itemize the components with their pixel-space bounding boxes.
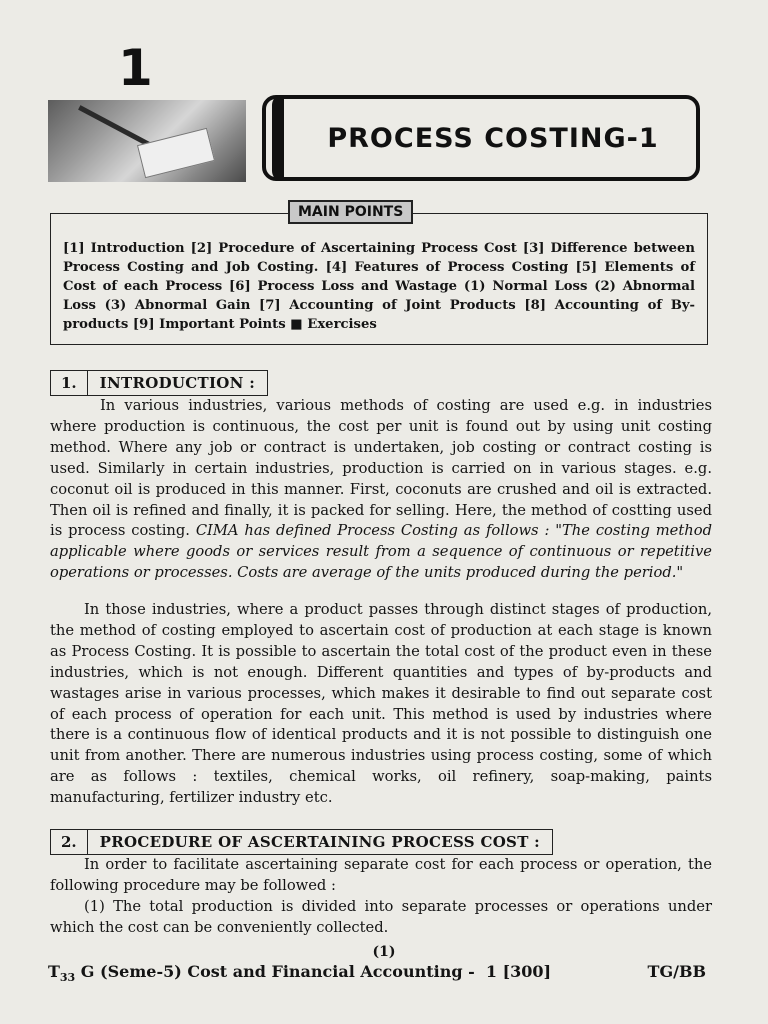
- section-1-para-2-text: In those industries, where a product passes through distinct stages of production, the method of costing employed to ascertain cost of production at each stage is known as Process Costing. It is possible to ascertain the total cost of the product even in these industries, which is not enough. Different quantities and types of by-products and wastages arise in various processes, which makes it desirable to find out separate cost of each process of operation for each unit. This method is used by industries where there is a continuous flow of identical products and it is not possible to distinguish one unit from another. There are numerous industries using process costing, some of which are as follows : textiles, chemical works, oil refinery, soap-making, paints manufacturing, fertilizer industry etc.: [50, 601, 712, 807]
- cima-definition: CIMA has defined Process Costing as follows : "The costing method applicable where goods or services result from a sequence of continuous or repetitive operations or processes. Costs are average of the units produced during the period.": [50, 522, 712, 582]
- main-points-box: [50, 204, 708, 345]
- main-points-label: MAIN POINTS: [288, 200, 413, 224]
- section-1-heading: [50, 370, 268, 396]
- footer-right: TG/BB: [647, 962, 706, 981]
- section-2-paragraph-1: [50, 855, 712, 897]
- chapter-number: 1: [118, 39, 153, 97]
- title-box-accent: [272, 95, 284, 181]
- page-number: (1): [372, 944, 396, 960]
- footer-left: [48, 962, 551, 984]
- section-2-heading: [50, 829, 553, 855]
- footer-text: G (Seme-5) Cost and Financial Accounting - 1 [300]: [75, 962, 552, 981]
- section-2-title: PROCEDURE OF ASCERTAINING PROCESS COST :: [99, 833, 541, 851]
- section-1-para-1-text: In various industries, various methods of costing are used e.g. in industries where production is continuous, the cost per unit is found out by using unit costing method. Where any job or contract is undertaken, job costing or contract costing is used. Similarly in certain industries, production is carried on in various stages. e.g. coconut oil is produced in this manner. First, coconuts are crushed and oil is extracted. Then oil is refined and finally, it is packed for selling. Here, the method of costting used is process costing.: [50, 397, 712, 540]
- paper-image: [137, 128, 215, 178]
- footer-code-sub: 33: [59, 971, 76, 985]
- main-points-text: [1] Introduction [2] Procedure of Ascertaining Process Cost [3] Difference between Process Costing and Job Costing. [4] Features of Process Costing [5] Elements of Cost of each Process [6] Process Loss and Wastage (1) Normal Loss (2) Abnormal Loss (3) Abnormal Gain [7] Accounting of Joint Products [8] Accounting of By-products [9] Important Points ■ Exercises: [63, 241, 695, 332]
- section-2-para-1-text: In order to facilitate ascertaining separate cost for each process or operation, the following procedure may be followed :: [50, 856, 712, 894]
- chapter-title: PROCESS COSTING-1: [327, 122, 659, 154]
- section-2-paragraph-2: [50, 897, 712, 939]
- chapter-title-box: [262, 95, 700, 181]
- chapter-illustration: [48, 100, 246, 182]
- section-1-paragraph-1: [50, 396, 712, 584]
- section-1-title: INTRODUCTION :: [99, 374, 256, 392]
- section-2-number: 2.: [51, 830, 88, 854]
- section-1-number: 1.: [51, 371, 88, 395]
- footer-code: T: [48, 962, 60, 981]
- section-2-para-2-text: (1) The total production is divided into separate processes or operations under which the cost can be conveniently collected.: [50, 898, 712, 936]
- section-1-paragraph-2: [50, 600, 712, 809]
